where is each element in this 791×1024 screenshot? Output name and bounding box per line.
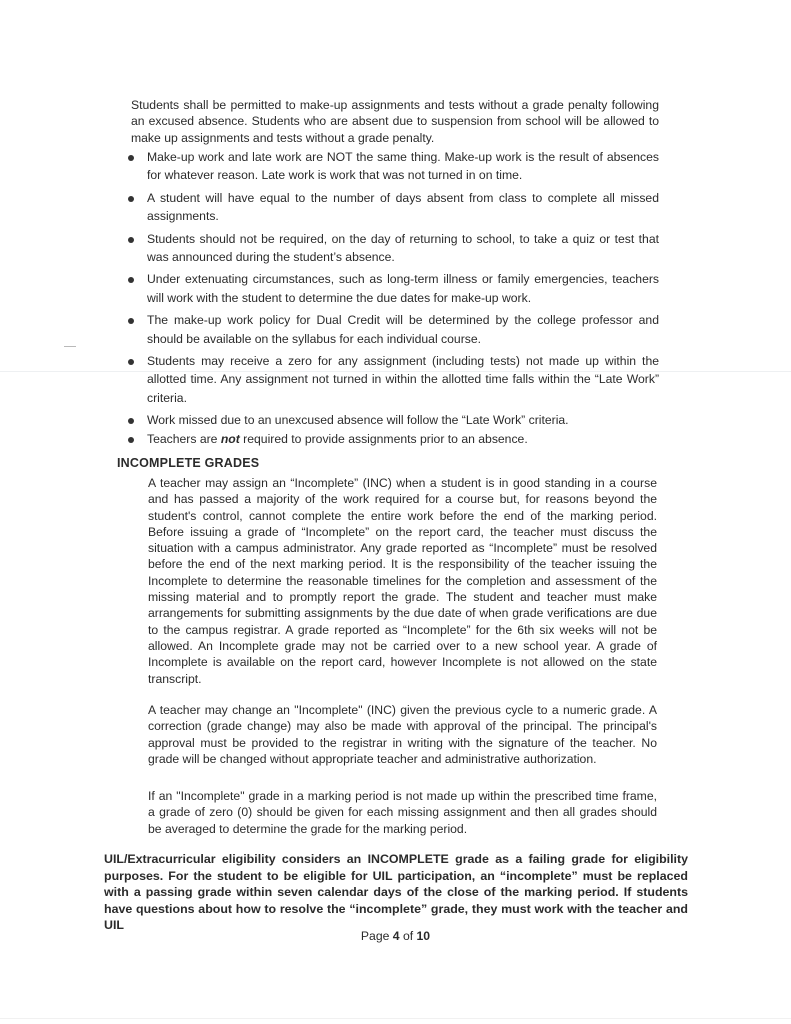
page-number: 4 bbox=[392, 929, 400, 943]
incomplete-paragraph-3: If an "Incomplete" grade in a marking period is not made up within the prescribed time frame, a grade of zero (0) should be given for each missing assignment and then all grades should be averaged to determine the grade for the marking period. bbox=[148, 789, 657, 836]
bullet-icon bbox=[128, 277, 134, 283]
list-item: Under extenuating circumstances, such as long-term illness or family emergencies, teachers will work with the student to determine the due dates for make-up work. bbox=[125, 270, 659, 307]
list-item: Work missed due to an unexcused absence will follow the “Late Work” criteria. bbox=[125, 411, 659, 429]
list-item: Make-up work and late work are NOT the same thing. Make-up work is the result of absences for whatever reason. Late work is work that was not turned in on time. bbox=[125, 148, 659, 185]
page-footer: Page 4 of 10 bbox=[360, 929, 431, 943]
makeup-work-list bbox=[125, 148, 659, 452]
uil-eligibility-notice: UIL/Extracurricular eligibility considers an INCOMPLETE grade as a failing grade for eligibility purposes. For the student to be eligible for UIL participation, an “incomplete” must be replaced with a passing grade within seven calendar days of the close of the marking period. If students have questions about how to resolve the “incomplete” grade, they must work with the teacher and UIL bbox=[104, 852, 688, 933]
bullet-icon bbox=[128, 318, 134, 324]
list-item: Teachers are not required to provide assignments prior to an absence. bbox=[125, 430, 659, 448]
margin-mark bbox=[64, 346, 76, 347]
bullet-icon bbox=[128, 237, 134, 243]
list-item: Students may receive a zero for any assignment (including tests) not made up within the allotted time. Any assignment not turned in within the allotted time falls within the “Late Work” criteria. bbox=[125, 352, 659, 407]
list-item: Students should not be required, on the day of returning to school, to take a quiz or test that was announced during the student’s absence. bbox=[125, 230, 659, 267]
bullet-icon bbox=[128, 196, 134, 202]
incomplete-paragraph-2: A teacher may change an "Incomplete" (INC) given the previous cycle to a numeric grade. A correction (grade change) may also be made with approval of the principal. The principal's approval must be provided to the registrar in writing with the signature of the teacher. No grade will be changed without appropriate teacher and administrative authorization. bbox=[148, 703, 657, 766]
incomplete-paragraph-1: A teacher may assign an “Incomplete” (INC) when a student is in good standing in a course and has passed a majority of the work required for a course but, for reasons beyond the student's control, cannot complete the entire work before the end of the marking period. Before issuing a grade of “Incomplete” on the report card, the teacher must discuss the situation with a campus administrator. Any grade reported as “Incomplete” must be resolved before the end of the next marking period. It is the responsibility of the teacher issuing the Incomplete to determine the reasonable timelines for the completion and assessment of the missing material and to promptly report the grade. The student and teacher must make arrangements for submitting assignments by the due date of when grade verifications are due to the campus registrar. A grade reported as “Incomplete” for the 6th six weeks will not be allowed. An Incomplete grade may not be carried over to a new school year. A grade of Incomplete is available on the report card, however Incomplete is not allowed on the state transcript. bbox=[148, 476, 657, 686]
intro-paragraph: Students shall be permitted to make-up assignments and tests without a grade penalty following an excused absence. Students who are absent due to suspension from school will be allowed to make up assignments and tests without a grade penalty. bbox=[131, 98, 659, 145]
bullet-icon bbox=[128, 155, 134, 161]
bullet-icon bbox=[128, 418, 134, 424]
scan-bottom-edge bbox=[0, 1018, 791, 1019]
bullet-icon bbox=[128, 437, 134, 443]
list-item: A student will have equal to the number of days absent from class to complete all missed assignments. bbox=[125, 189, 659, 226]
section-heading: INCOMPLETE GRADES bbox=[117, 456, 260, 470]
list-item: The make-up work policy for Dual Credit will be determined by the college professor and should be available on the syllabus for each individual course. bbox=[125, 311, 659, 348]
page-total: 10 bbox=[416, 929, 431, 943]
bullet-icon bbox=[128, 359, 134, 365]
